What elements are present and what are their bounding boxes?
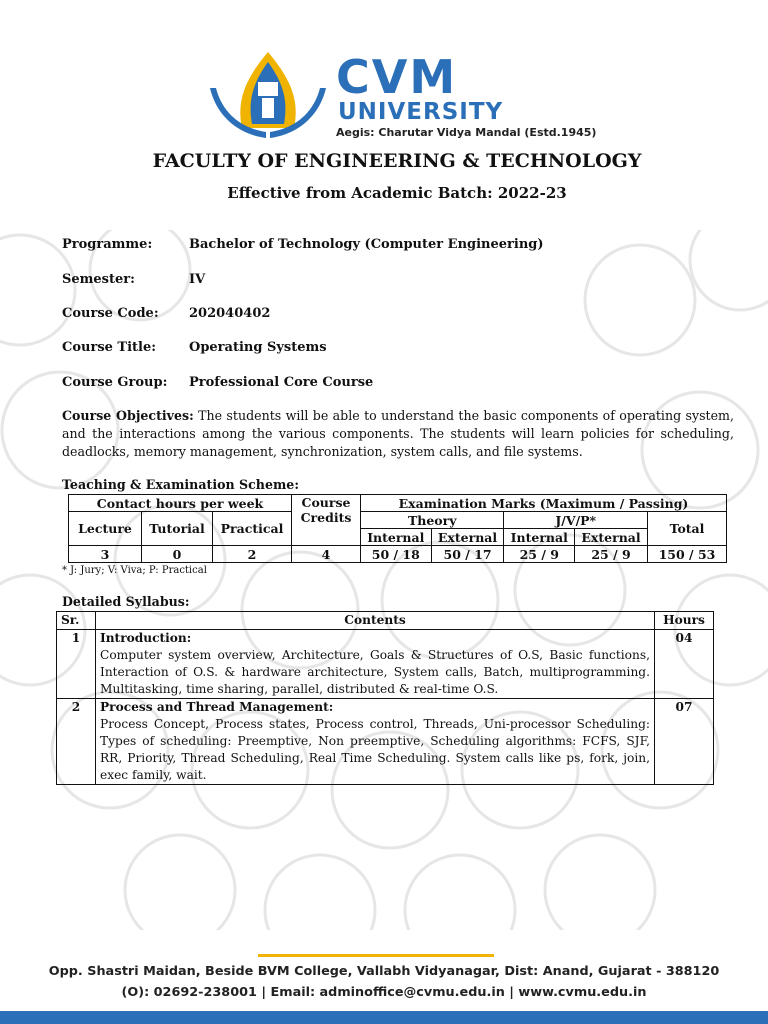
row-topic: Introduction: [100,631,192,645]
credits-value: 4 [292,546,361,563]
tutorial-value: 0 [142,546,213,563]
jvp-external-header: External [575,529,648,546]
course-group-value: Professional Core Course [189,375,374,390]
cvm-emblem-icon [206,48,330,144]
row-description: Process Concept, Process states, Process control, Threads, Uni-processor Scheduling: Types of scheduling: Preemptive, Non preemptive, Scheduling algorithms: FCFS, SJF, RR, Priority, Thread Scheduling, Real Time Scheduling. System calls like ps, fork, join, exec family, wait. [100,717,650,782]
university-logo [206,48,597,144]
jvp-external-value: 25 / 9 [575,546,648,563]
row-description: Computer system overview, Architecture, Goals & Structures of O.S, Basic functions, Interaction of O.S. & hardware architecture, System calls, Batch, multiprogramming. Multitasking, time sharing, parallel, distributed & real-time O.S. [100,648,650,696]
footer-contact: (O): 02692-238001 | Email: adminoffice@cvmu.edu.in | www.cvmu.edu.in [121,985,647,1000]
exam-marks-header: Examination Marks (Maximum / Passing) [361,495,727,512]
scheme-footnote: * J: Jury; V: Viva; P: Practical [62,565,207,576]
row-sr: 2 [57,699,96,785]
jvp-internal-header: Internal [504,529,575,546]
university-subtitle: UNIVERSITY [338,99,504,125]
aegis-text: Aegis: Charutar Vidya Mandal (Estd.1945) [336,126,597,139]
footer-address: Opp. Shastri Maidan, Beside BVM College, Vallabh Vidyanagar, Dist: Anand, Gujarat - 388120 [48,964,720,979]
objectives-label: Course Objectives: [62,408,194,423]
practical-header: Practical [213,512,292,546]
course-credits-header: Course Credits [292,495,361,546]
tutorial-header: Tutorial [142,512,213,546]
objectives-text: The students will be able to understand the basic components of operating system, and the interactions among the various components. The students will learn policies for scheduling, deadlocks, memory management, synchronization, system calls, and file systems. [62,408,734,459]
faculty-heading: FACULTY OF ENGINEERING & TECHNOLOGY [152,150,642,172]
row-contents [96,699,655,785]
jvp-internal-value: 25 / 9 [504,546,575,563]
hours-header: Hours [655,612,714,630]
total-header: Total [648,512,727,546]
row-topic: Process and Thread Management: [100,700,334,714]
jvp-header: J/V/P* [504,512,648,529]
course-code-label: Course Code: [62,306,159,321]
row-hours: 07 [655,699,714,785]
theory-header: Theory [361,512,504,529]
programme-label: Programme: [62,237,153,252]
table-row [57,699,714,785]
sr-header: Sr. [57,612,96,630]
contact-hours-header: Contact hours per week [69,495,292,512]
batch-heading: Effective from Academic Batch: 2022-23 [227,184,567,202]
course-objectives [62,407,734,461]
theory-external-value: 50 / 17 [431,546,504,563]
row-sr: 1 [57,630,96,699]
lecture-value: 3 [69,546,142,563]
scheme-title: Teaching & Examination Scheme: [62,477,299,492]
course-group-label: Course Group: [62,375,168,390]
course-title-label: Course Title: [62,340,157,355]
semester-label: Semester: [62,272,135,287]
semester-value: IV [189,272,206,287]
row-contents [96,630,655,699]
syllabus-table [56,611,714,785]
theory-external-header: External [431,529,504,546]
practical-value: 2 [213,546,292,563]
row-hours: 04 [655,630,714,699]
course-code-value: 202040402 [189,306,271,321]
university-name: CVM [336,50,458,104]
scheme-table [68,494,727,563]
table-row [57,630,714,699]
footer-divider [258,954,494,957]
course-title-value: Operating Systems [189,340,327,355]
total-value: 150 / 53 [648,546,727,563]
theory-internal-value: 50 / 18 [361,546,432,563]
syllabus-title: Detailed Syllabus: [62,594,190,609]
watermark-pattern [0,230,768,930]
lecture-header: Lecture [69,512,142,546]
programme-value: Bachelor of Technology (Computer Engineering) [189,237,544,252]
theory-internal-header: Internal [361,529,432,546]
footer-bar [0,1011,768,1024]
contents-header: Contents [96,612,655,630]
